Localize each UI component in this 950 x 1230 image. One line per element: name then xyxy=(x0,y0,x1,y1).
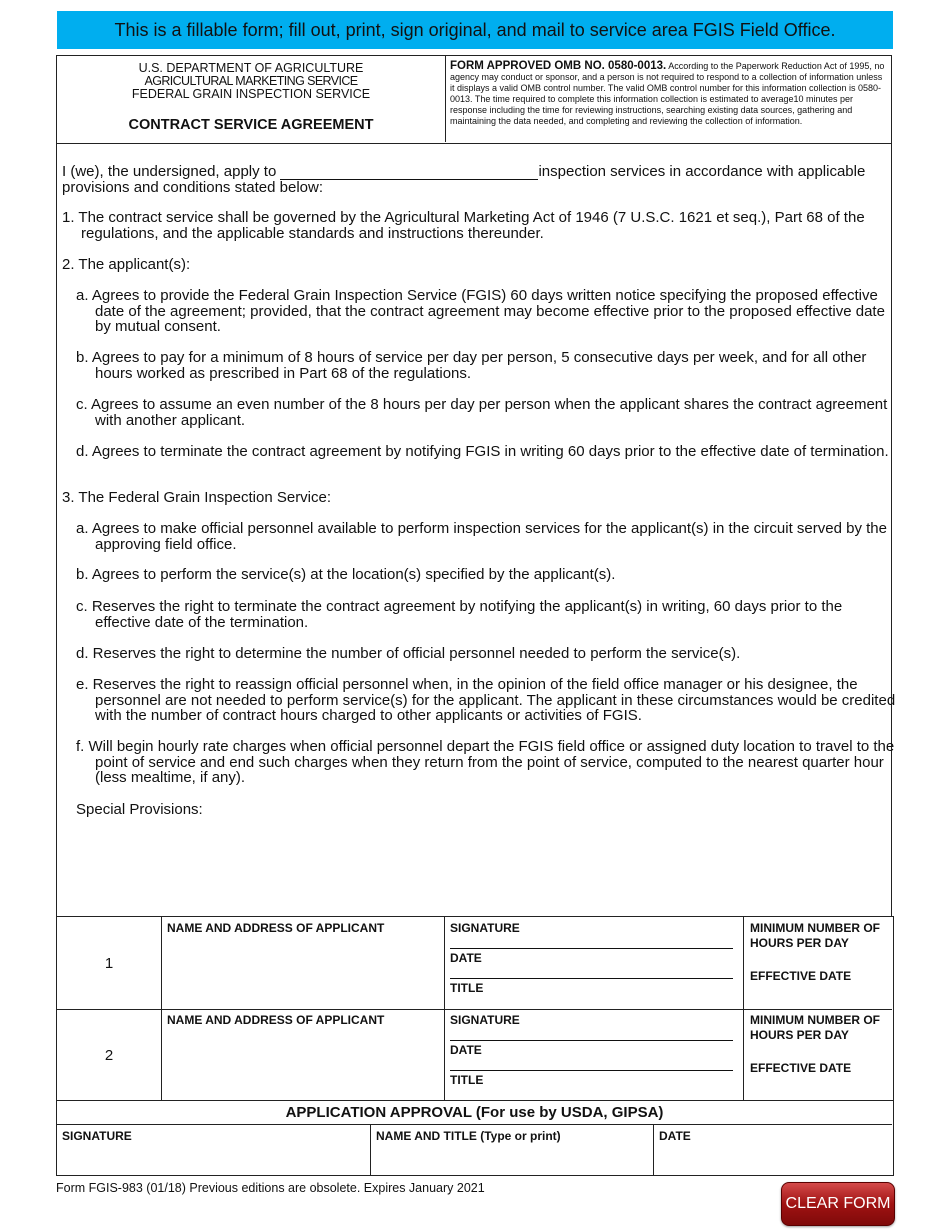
intro-after: inspection services in accordance with applicable provisions and conditions stated below: xyxy=(62,163,866,196)
item-3d: d. Reserves the right to determine the number of official personnel needed to perform the service(s). xyxy=(76,645,741,662)
agency-line-3: FEDERAL GRAIN INSPECTION SERVICE xyxy=(131,87,371,101)
item-3b: b. Agrees to perform the service(s) at the location(s) specified by the applicant(s). xyxy=(76,566,616,583)
form-footer: Form FGIS-983 (01/18) Previous editions are obsolete. Expires January 2021 xyxy=(56,1181,485,1195)
form-title: CONTRACT SERVICE AGREEMENT xyxy=(128,117,374,133)
item-3: 3. The Federal Grain Inspection Service: xyxy=(62,489,332,506)
applicant-hours-cell[interactable] xyxy=(744,917,892,1009)
approval-date-cell[interactable] xyxy=(654,1125,892,1175)
special-provisions-label: Special Provisions: xyxy=(76,801,203,818)
instruction-banner xyxy=(57,11,893,49)
omb-text: According to the Paperwork Reduction Act of 1995, no agency may conduct or sponsor, and a person is not required to respond to a collection of information unless it displays a valid OMB control number. The valid OMB control number for this information collection is 0580-0013. The time required to complete this information collection is estimated to average10 minutes per response including the time for reviewing instructions, searching existing data sources, gathering and maintaining the data needed, and completing and reviewing the collection of information. xyxy=(450,61,885,126)
approval-signature-label: SIGNATURE xyxy=(62,1129,132,1143)
item-3f: f. Will begin hourly rate charges when official personnel depart the FGIS field office or assigned duty location to travel to the point of service and end such charges when they return from the point of service, computed to the nearest quarter hour (less mealtime, if any). xyxy=(76,738,895,786)
item-2a: a. Agrees to provide the Federal Grain Inspection Service (FGIS) 60 days written notice specifying the proposed effective date of the agreement; provided, that the contract agreement may become effective prior to the proposed effective date by mutual consent. xyxy=(76,287,885,335)
name-address-label: NAME AND ADDRESS OF APPLICANT xyxy=(167,921,385,935)
approval-name-title-cell[interactable] xyxy=(371,1125,654,1175)
special-provisions-field[interactable] xyxy=(76,822,882,912)
form-header xyxy=(56,55,892,144)
clear-form-button[interactable]: CLEAR FORM xyxy=(781,1182,895,1226)
signature-label: SIGNATURE xyxy=(450,1013,520,1027)
signature-label: SIGNATURE xyxy=(450,921,520,935)
approval-date-label: DATE xyxy=(659,1129,691,1143)
intro-before: I (we), the undersigned, apply to xyxy=(62,163,281,180)
item-1: 1. The contract service shall be governed by the Agricultural Marketing Act of 1946 (7 U.S.C. 1621 et seq.), Part 68 of the regulations, and the applicable standards and instructions thereunder. xyxy=(62,209,865,242)
applicant-row xyxy=(57,1009,892,1101)
applicant-signature-cell xyxy=(445,917,744,1009)
approval-signature-cell[interactable] xyxy=(57,1125,371,1175)
signature-field[interactable] xyxy=(450,1040,733,1041)
banner-text: This is a fillable form; fill out, print, sign original, and mail to service area FGIS Field Office. xyxy=(114,19,836,40)
item-2b: b. Agrees to pay for a minimum of 8 hours of service per day per person, 5 consecutive days per week, and for all other hours worked as prescribed in Part 68 of the regulations. xyxy=(76,349,867,382)
item-3e: e. Reserves the right to reassign official personnel when, in the opinion of the field office manager or his designee, the personnel are not needed to perform service(s) for the applicant. The applicant in these circumstances would be credited with the number of contract hours charged to other applicants or activities of FGIS. xyxy=(76,676,896,724)
title-label: TITLE xyxy=(450,981,484,995)
min-hours-label: MINIMUM NUMBER OF HOURS PER DAY xyxy=(750,921,880,950)
date-field[interactable] xyxy=(450,978,733,979)
effective-date-label: EFFECTIVE DATE xyxy=(750,969,852,983)
omb-heading: FORM APPROVED OMB NO. 0580-0013. xyxy=(450,60,667,72)
effective-date-label: EFFECTIVE DATE xyxy=(750,1061,852,1075)
applicant-name-cell[interactable] xyxy=(161,917,445,1009)
date-label: DATE xyxy=(450,951,482,965)
name-address-label: NAME AND ADDRESS OF APPLICANT xyxy=(167,1013,385,1027)
item-3a: a. Agrees to make official personnel available to perform inspection services for the applicant(s) in the circuit served by the approving field office. xyxy=(76,520,887,553)
approval-section xyxy=(56,1100,894,1176)
intro-paragraph xyxy=(62,164,888,195)
applicant-number: 2 xyxy=(57,1009,162,1101)
applicant-number: 1 xyxy=(57,917,162,1009)
agency-block xyxy=(57,56,446,142)
service-type-field[interactable] xyxy=(280,165,538,180)
date-label: DATE xyxy=(450,1043,482,1057)
min-hours-label: MINIMUM NUMBER OF HOURS PER DAY xyxy=(750,1013,880,1042)
applicant-table xyxy=(56,916,894,1101)
item-2: 2. The applicant(s): xyxy=(62,256,191,273)
applicant-signature-cell xyxy=(445,1009,744,1101)
applicant-hours-cell[interactable] xyxy=(744,1009,892,1101)
agency-line-1: U.S. DEPARTMENT OF AGRICULTURE xyxy=(138,61,364,75)
omb-notice xyxy=(450,61,887,127)
agency-line-2: AGRICULTURAL MARKETING SERVICE xyxy=(144,74,358,88)
approval-name-title-label: NAME AND TITLE (Type or print) xyxy=(376,1129,561,1143)
item-2d: d. Agrees to terminate the contract agreement by notifying FGIS in writing 60 days prior to the effective date of termination. xyxy=(76,443,889,460)
item-3c: c. Reserves the right to terminate the contract agreement by notifying the applicant(s) in writing, 60 days prior to the effective date of the termination. xyxy=(76,598,843,631)
signature-field[interactable] xyxy=(450,948,733,949)
item-2c: c. Agrees to assume an even number of the 8 hours per day per person when the applicant shares the contract agreement with another applicant. xyxy=(76,396,888,429)
date-field[interactable] xyxy=(450,1070,733,1071)
applicant-row xyxy=(57,917,892,1010)
title-label: TITLE xyxy=(450,1073,484,1087)
applicant-name-cell[interactable] xyxy=(161,1009,445,1101)
approval-title: APPLICATION APPROVAL (For use by USDA, GIPSA) xyxy=(57,1101,892,1125)
